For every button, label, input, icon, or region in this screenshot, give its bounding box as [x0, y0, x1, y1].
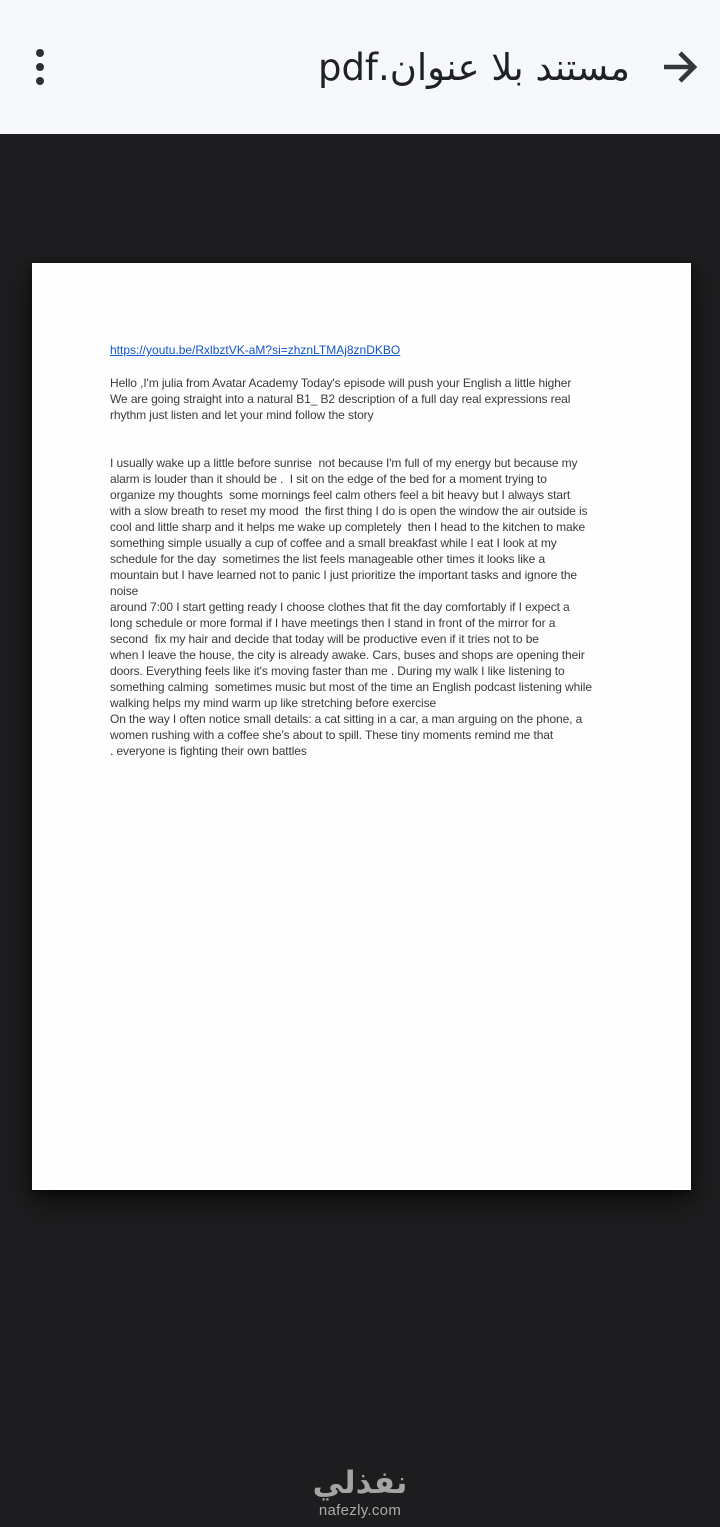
watermark-domain: nafezly.com	[318, 1502, 402, 1519]
document-title: مستند بلا عنوان.pdf	[317, 45, 630, 89]
back-button[interactable]	[656, 43, 704, 91]
doc-text-line: second fix my hair and decide that today will be productive even if it tries not to be	[110, 632, 539, 646]
doc-text-line: doors. Everything feels like it's moving faster than me . During my walk I like listening to	[110, 664, 565, 678]
doc-text-line: cool and little sharp and it helps me wake up completely then I head to the kitchen to make	[110, 520, 586, 534]
watermark-brand-arabic: نفذلي	[312, 1464, 408, 1501]
doc-text-line: women rushing with a coffee she's about to spill. These tiny moments remind me that	[110, 728, 554, 742]
pdf-page	[32, 263, 691, 1190]
doc-text-line: walking helps my mind warm up like stretching before exercise	[110, 696, 437, 710]
doc-text-line: with a slow breath to reset my mood the first thing I do is open the window the air outside is	[110, 504, 588, 518]
doc-text-line: . everyone is fighting their own battles	[110, 744, 307, 758]
doc-text-line: rhythm just listen and let your mind follow the story	[110, 408, 374, 422]
doc-text-line: something calming sometimes music but most of the time an English podcast listening while	[110, 680, 592, 694]
doc-text-line: something simple usually a cup of coffee and a small breakfast while I eat I look at my	[110, 536, 557, 550]
doc-text-line: Hello ,I'm julia from Avatar Academy Today's episode will push your English a little higher	[110, 376, 572, 390]
doc-text-line: We are going straight into a natural B1_ B2 description of a full day real expressions real	[110, 392, 571, 406]
doc-text-line: when I leave the house, the city is already awake. Cars, buses and shops are opening their	[110, 648, 585, 662]
pdf-viewer[interactable]	[0, 134, 720, 1527]
doc-text-line: around 7:00 I start getting ready I choose clothes that fit the day comfortably if I expect a	[110, 600, 570, 614]
watermark	[0, 1466, 720, 1519]
doc-text-line: schedule for the day sometimes the list feels manageable other times it looks like a	[110, 552, 546, 566]
body-paragraph	[110, 455, 655, 759]
doc-text-line: On the way I often notice small details: a cat sitting in a car, a man arguing on the phone, a	[110, 712, 583, 726]
app-bar	[0, 0, 720, 134]
doc-text-line: organize my thoughts some mornings feel calm others feel a bit heavy but I always start	[110, 488, 571, 502]
doc-text-line: alarm is louder than it should be . I sit on the edge of the bed for a moment trying to	[110, 472, 547, 486]
intro-paragraph	[110, 375, 655, 423]
doc-text-line: I usually wake up a little before sunrise not because I'm full of my energy but because my	[110, 456, 578, 470]
overflow-menu-button[interactable]	[16, 43, 64, 91]
youtube-link[interactable]: https://youtu.be/RxlbztVK-aM?si=zhznLTMAj8znDKBO	[110, 343, 401, 357]
doc-text-line: mountain but I have learned not to panic I just prioritize the important tasks and ignore the	[110, 568, 577, 582]
doc-text-line: long schedule or more formal if I have meetings then I stand in front of the mirror for a	[110, 616, 556, 630]
kebab-menu-icon	[36, 49, 44, 85]
arrow-right-icon	[661, 48, 699, 86]
doc-text-line: noise	[110, 584, 139, 598]
